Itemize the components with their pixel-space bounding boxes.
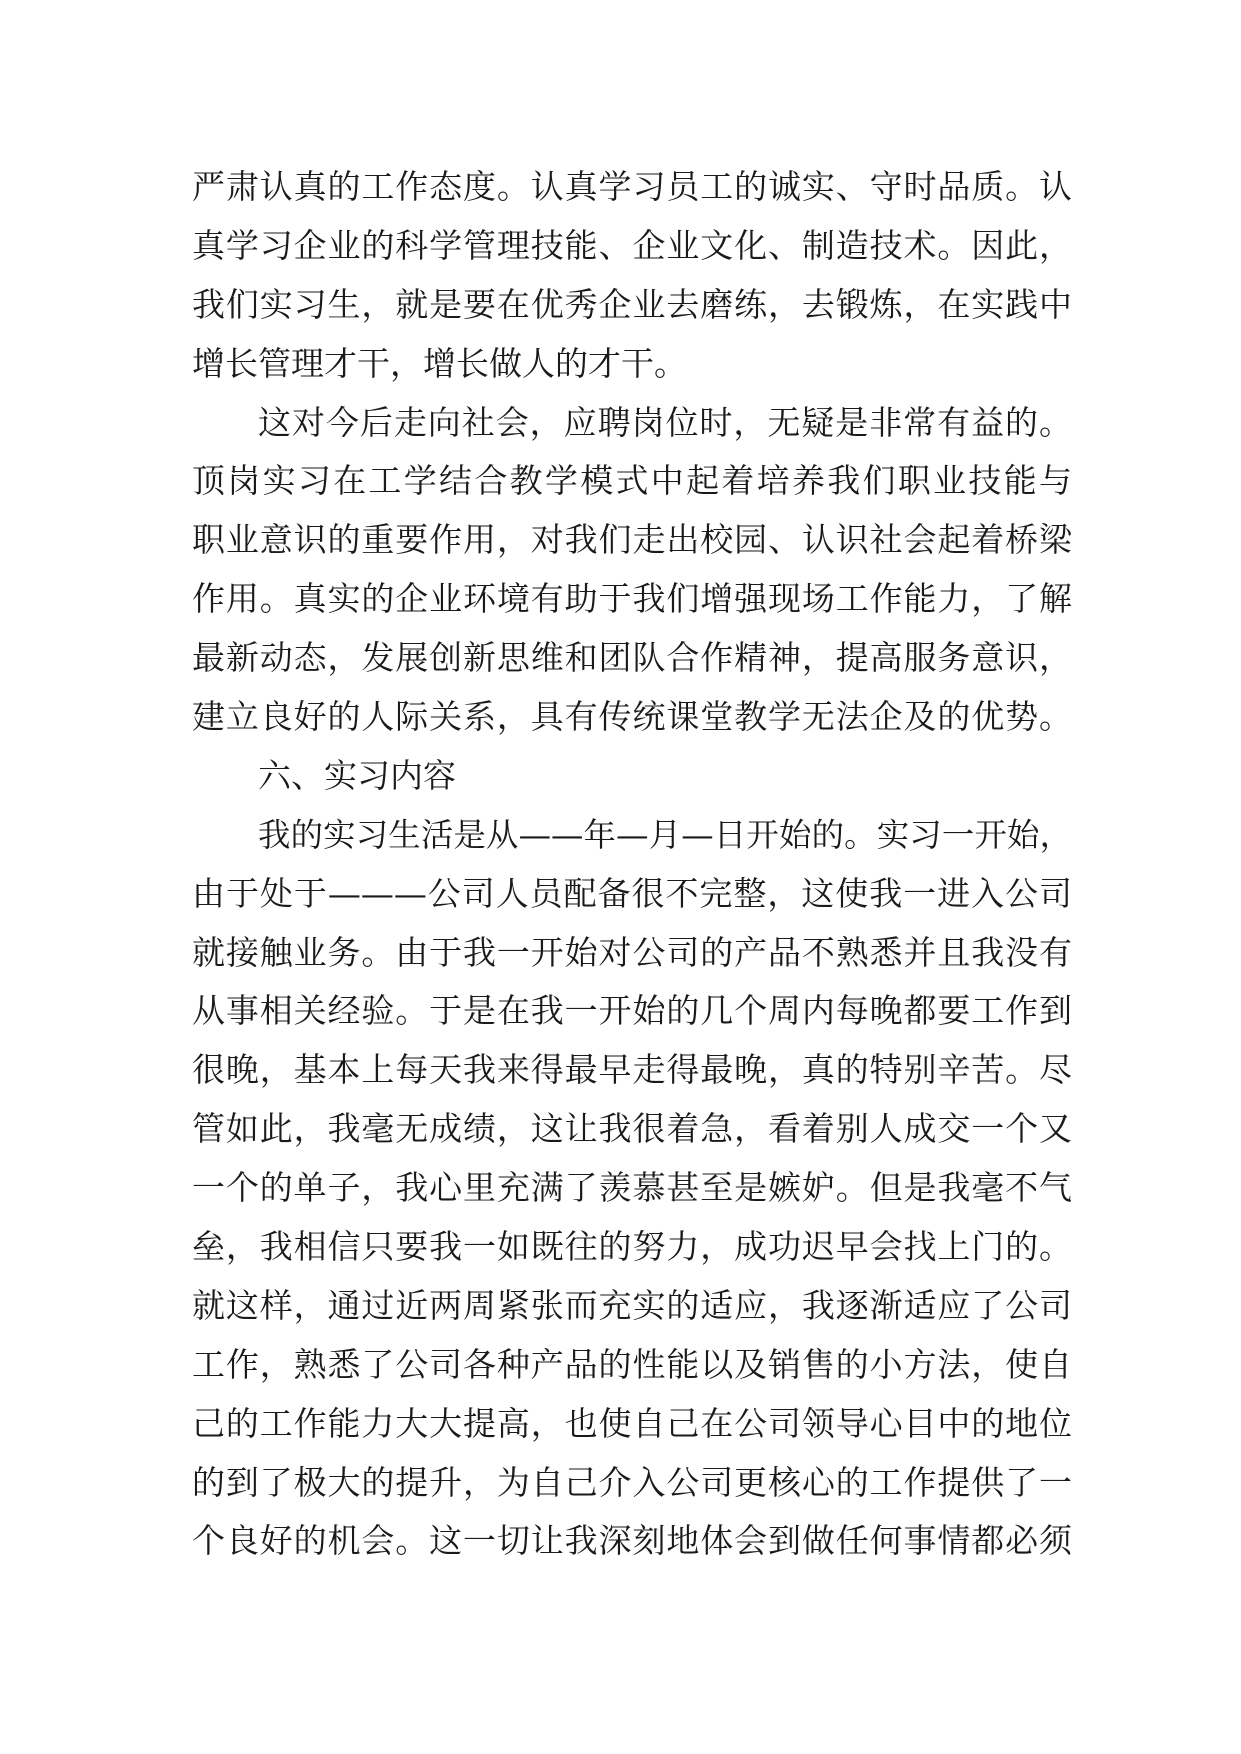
text-line: 己的工作能力大大提高，也使自己在公司领导心目中的地位 [192, 1403, 1072, 1443]
text-line: 建立良好的人际关系，具有传统课堂教学无法企及的优势。 [192, 697, 1072, 737]
section-heading: 六、实习内容 [258, 755, 456, 795]
text-line: 就这样，通过近两周紧张而充实的适应，我逐渐适应了公司 [192, 1285, 1072, 1325]
text-line: 真学习企业的科学管理技能、企业文化、制造技术。因此， [192, 225, 1072, 265]
text-line: 就接触业务。由于我一开始对公司的产品不熟悉并且我没有 [192, 932, 1072, 972]
text-line: 管如此，我毫无成绩，这让我很着急，看着别人成交一个又 [192, 1109, 1072, 1149]
text-line: 垒，我相信只要我一如既往的努力，成功迟早会找上门的。 [192, 1227, 1072, 1267]
text-line: 我们实习生，就是要在优秀企业去磨练，去锻炼，在实践中 [192, 284, 1072, 324]
text-line: 增长管理才干，增长做人的才干。 [192, 343, 687, 383]
text-line: 一个的单子，我心里充满了羡慕甚至是嫉妒。但是我毫不气 [192, 1168, 1072, 1208]
text-line: 作用。真实的企业环境有助于我们增强现场工作能力，了解 [192, 579, 1072, 619]
text-line: 顶岗实习在工学结合教学模式中起着培养我们职业技能与 [192, 461, 1072, 501]
paragraph-first-line: 这对今后走向社会，应聘岗位时，无疑是非常有益的。 [258, 402, 1072, 442]
body-text [192, 158, 1072, 1571]
text-line: 最新动态，发展创新思维和团队合作精神，提高服务意识， [192, 638, 1072, 678]
text-line: 严肃认真的工作态度。认真学习员工的诚实、守时品质。认 [192, 167, 1072, 206]
text-line: 从事相关经验。于是在我一开始的几个周内每晚都要工作到 [192, 991, 1072, 1031]
paragraph-first-line: 我的实习生活是从——年—月—日开始的。实习一开始， [258, 815, 1072, 854]
text-line: 由于处于———公司人员配备很不完整，这使我一进入公司 [192, 873, 1072, 913]
text-line: 很晚，基本上每天我来得最早走得最晚，真的特别辛苦。尽 [192, 1050, 1072, 1090]
text-line: 职业意识的重要作用，对我们走出校园、认识社会起着桥梁 [192, 520, 1072, 560]
text-line: 工作，熟悉了公司各种产品的性能以及销售的小方法，使自 [192, 1344, 1072, 1384]
text-line: 的到了极大的提升，为自己介入公司更核心的工作提供了一 [192, 1462, 1072, 1502]
text-line: 个良好的机会。这一切让我深刻地体会到做任何事情都必须 [192, 1521, 1072, 1561]
